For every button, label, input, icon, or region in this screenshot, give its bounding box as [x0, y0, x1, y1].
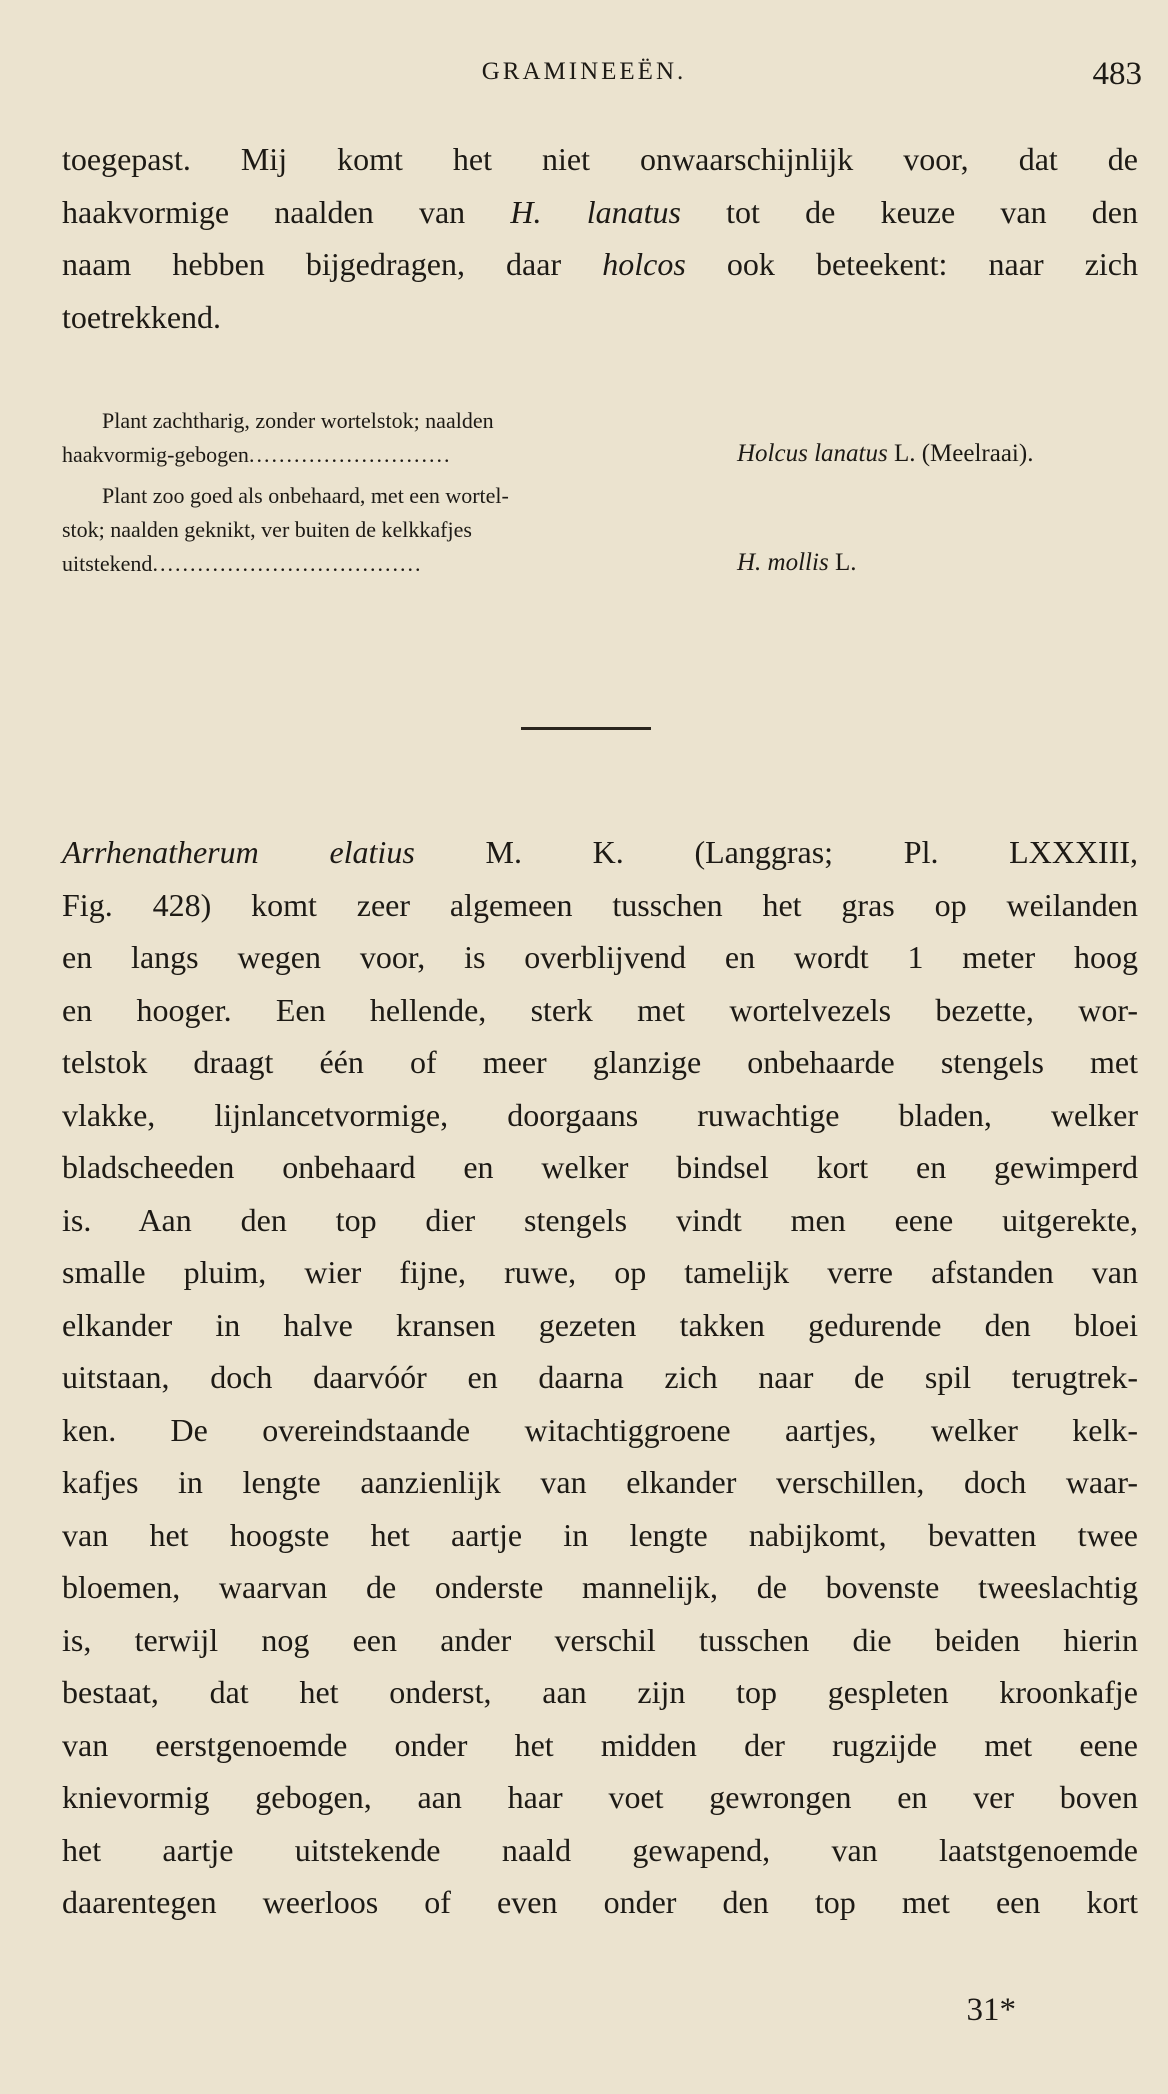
text-line: bestaat, dat het onderst, aan zijn top gespleten kroonkafje	[62, 1674, 1138, 1710]
text-line: naam hebben bijgedragen, daar holcos ook beteekent: naar zich	[62, 246, 1139, 282]
key-entry-1-line-1: Plant zachtharig, zonder wortelstok; naalden	[102, 408, 494, 433]
identification-key	[62, 408, 1138, 585]
section-divider	[521, 727, 651, 730]
text-line: kafjes in lengte aanzienlijk van elkander verschillen, doch waar-	[62, 1464, 1138, 1500]
text-line: is, terwijl nog een ander verschil tusschen die beiden hierin	[62, 1621, 1138, 1658]
key-entry-2-line-2: stok; naalden geknikt, ver buiten de kelkkafjes	[62, 517, 472, 542]
paragraph-1	[62, 133, 1138, 343]
text-line: van het hoogste het aartje in lengte nabijkomt, bevatten twee	[62, 1516, 1138, 1553]
text-line: knievormig gebogen, aan haar voet gewrongen en ver boven	[62, 1779, 1138, 1815]
text-line: en hooger. Een hellende, sterk met wortelvezels bezette, wor-	[62, 991, 1138, 1028]
key-entry-2-line-3: uitstekend.................................... H. mollis L.	[62, 549, 857, 576]
text-line: bloemen, waarvan de onderste mannelijk, de bovenste tweeslachtig	[62, 1569, 1138, 1605]
text-line: uitstaan, doch daarvóór en daarna zich naar de spil terugtrek-	[62, 1359, 1138, 1395]
text-line: haakvormige naalden van H. lanatus tot de keuze van den	[62, 193, 1139, 230]
text-line: ken. De overeindstaande witachtiggroene aartjes, welker kelk-	[62, 1411, 1138, 1448]
taxon-name: Holcus lanatus L. (Meelraai).	[737, 440, 1034, 467]
text-line: telstok draagt één of meer glanzige onbehaarde stengels met	[62, 1044, 1138, 1080]
text-line: smalle pluim, wier fijne, ruwe, op tamelijk verre afstanden van	[62, 1254, 1138, 1290]
page-number: 483	[1092, 56, 1142, 92]
key-entry-2-line-1: Plant zoo goed als onbehaard, met een wortel-	[102, 483, 509, 508]
text-line: van eerstgenoemde onder het midden der rugzijde met eene	[62, 1726, 1138, 1763]
key-entry-1-line-2: haakvormig-gebogen........................... Holcus lanatus L. (Meelraai).	[62, 440, 1034, 467]
signature-mark: 31*	[966, 1992, 1016, 2028]
text-line: bladscheeden onbehaard en welker bindsel kort en gewimperd	[62, 1149, 1138, 1185]
text-line: elkander in halve kransen gezeten takken gedurende den bloei	[62, 1306, 1138, 1343]
text-line: het aartje uitstekende naald gewapend, van laatstgenoemde	[62, 1831, 1138, 1868]
text-line: is. Aan den top dier stengels vindt men eene uitgerekte,	[62, 1201, 1138, 1238]
text-line: toetrekkend.	[62, 298, 222, 335]
running-title: GRAMINEEËN.	[481, 58, 687, 85]
text-line: toegepast. Mij komt het niet onwaarschijnlijk voor, dat de	[62, 141, 1138, 177]
text-line: Arrhenatherum elatius M. K. (Langgras; Pl. LXXXIII,	[62, 834, 1139, 870]
paragraph-2	[62, 826, 1138, 1929]
text-line: vlakke, lijnlancetvormige, doorgaans ruwachtige bladen, welker	[62, 1096, 1138, 1133]
text-line: Fig. 428) komt zeer algemeen tusschen het gras op weilanden	[62, 886, 1138, 923]
text-line: daarentegen weerloos of even onder den top met een kort	[62, 1884, 1138, 1920]
text-line: en langs wegen voor, is overblijvend en wordt 1 meter hoog	[62, 939, 1138, 975]
taxon-name: H. mollis L.	[737, 549, 857, 576]
